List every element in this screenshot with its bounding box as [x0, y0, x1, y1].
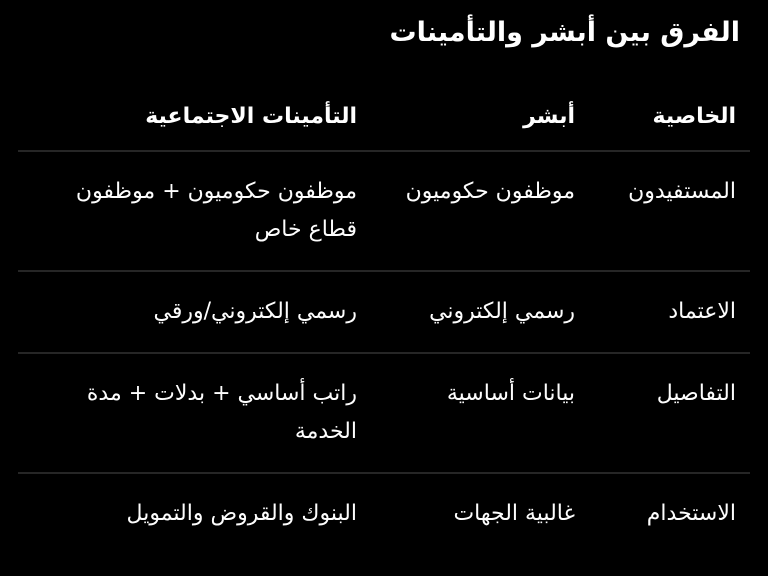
cell-property: الاعتماد — [668, 298, 736, 324]
table-row-accreditation — [18, 272, 750, 354]
table-header-row — [18, 52, 750, 152]
cell-property: التفاصيل — [656, 380, 736, 406]
cell-insurance-value: موظفون حكوميون + موظفون قطاع خاص — [75, 178, 357, 242]
header-cell-property: الخاصية — [652, 103, 736, 129]
comparison-table — [18, 52, 750, 554]
cell-property: المستفيدون — [628, 178, 736, 204]
table-row-beneficiaries — [18, 152, 750, 272]
page-title: الفرق بين أبشر والتأمينات — [389, 17, 740, 48]
cell-property: الاستخدام — [646, 500, 736, 526]
cell-insurance-value: البنوك والقروض والتمويل — [126, 500, 357, 526]
cell-insurance-value: راتب أساسي + بدلات + مدة الخدمة — [86, 380, 357, 444]
cell-insurance-value: رسمي إلكتروني/ورقي — [153, 298, 357, 324]
cell-absher-value: غالبية الجهات — [453, 500, 575, 526]
table-row-details — [18, 354, 750, 474]
header-cell-absher: أبشر — [523, 103, 575, 129]
cell-absher-value: رسمي إلكتروني — [429, 298, 575, 324]
cell-absher-value: بيانات أساسية — [446, 380, 575, 406]
table-row-usage — [18, 474, 750, 554]
cell-absher-value: موظفون حكوميون — [405, 178, 575, 204]
header-cell-insurance: التأمينات الاجتماعية — [145, 103, 357, 129]
